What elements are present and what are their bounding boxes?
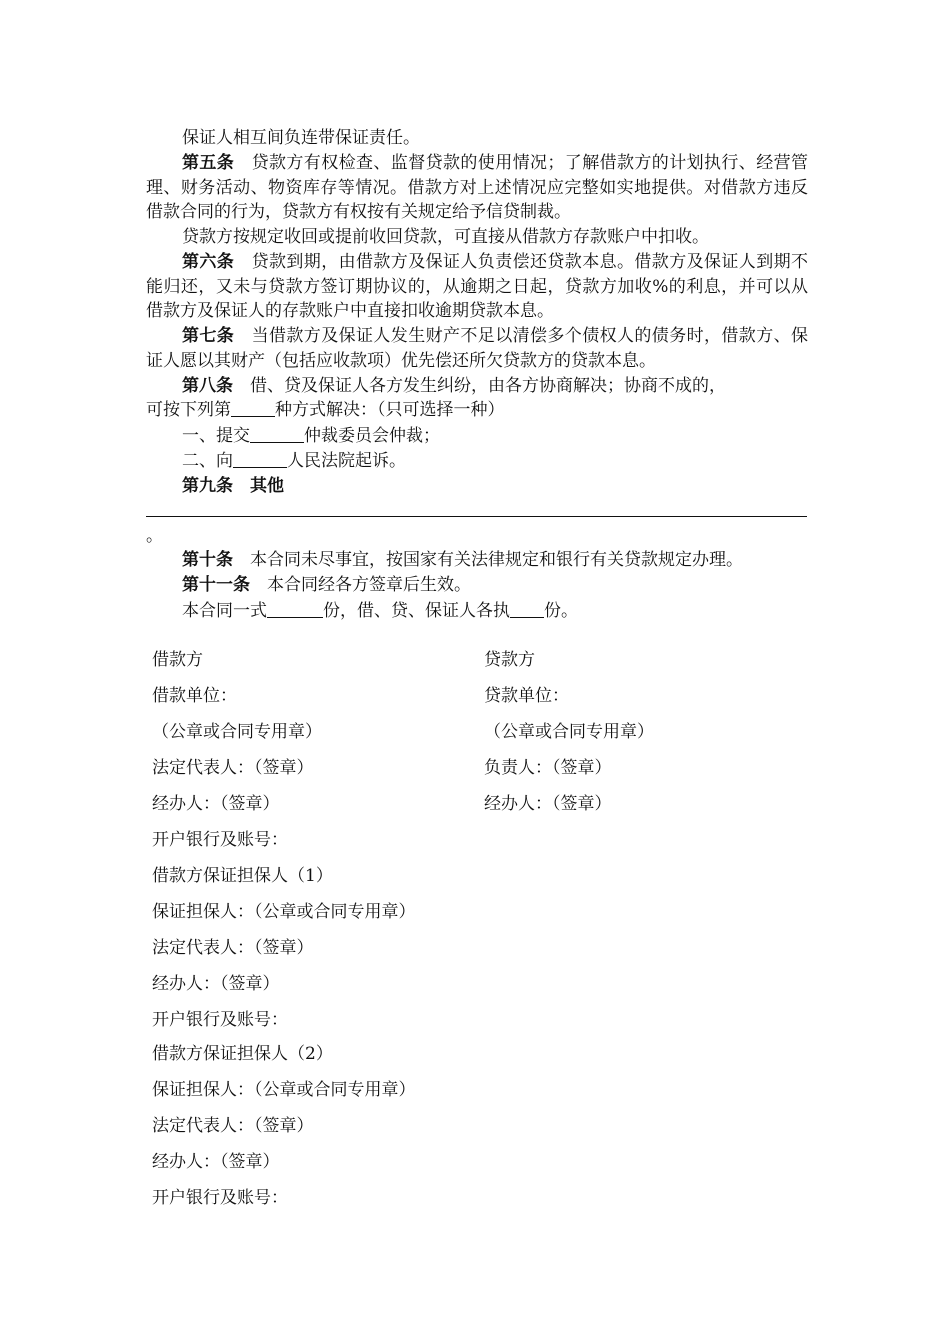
- lender-handler: 经办人：（签章）: [484, 794, 612, 814]
- borrower-bank-account: 开户银行及账号：: [152, 830, 288, 850]
- clause-guarantor-liability: 保证人相互间负连带保证责任。: [182, 128, 420, 148]
- article-8-line2: 可按下列第 种方式解决：（只可选择一种）: [146, 400, 505, 420]
- article-6: [146, 250, 808, 324]
- article-9-fill-line[interactable]: [146, 516, 807, 517]
- borrower-heading: 借款方: [152, 650, 203, 670]
- article-5: [146, 151, 808, 225]
- article-10-title: 第十条: [182, 550, 233, 570]
- guarantor-2-heading: 借款方保证担保人（2）: [152, 1044, 333, 1064]
- borrower-seal: （公章或合同专用章）: [152, 722, 322, 742]
- lender-manager: 负责人：（签章）: [484, 758, 612, 778]
- article-9-title: 第九条 其他: [182, 476, 284, 496]
- guarantor-1-heading: 借款方保证担保人（1）: [152, 866, 333, 886]
- article-8-title: 第八条: [182, 376, 233, 396]
- option-court: 二、向 人民法院起诉。: [182, 451, 406, 471]
- guarantor-2-legal-rep: 法定代表人：（签章）: [152, 1116, 314, 1136]
- court-blank[interactable]: [233, 450, 287, 468]
- guarantor-2-bank-account: 开户银行及账号：: [152, 1188, 288, 1208]
- guarantor-1-legal-rep: 法定代表人：（签章）: [152, 938, 314, 958]
- article-6-text: 贷款到期，由借款方及保证人负责偿还贷款本息。借款方及保证人到期不能归还，又未与贷款方签订期协议的，从逾期之日起，贷款方加收%的利息，并可以从借款方及保证人的存款账户中直接扣收逾期贷款本息。: [146, 252, 809, 321]
- guarantor-1-bank-account: 开户银行及账号：: [152, 1010, 288, 1030]
- article-5-title: 第五条: [182, 153, 235, 173]
- option-arbitration: 一、提交 仲裁委员会仲裁；: [182, 426, 440, 446]
- article-11-title: 第十一条: [182, 575, 250, 595]
- guarantor-2-seal: 保证担保人：（公章或合同专用章）: [152, 1080, 416, 1100]
- guarantor-1-handler: 经办人：（签章）: [152, 974, 280, 994]
- method-blank[interactable]: [231, 399, 275, 417]
- article-6-title: 第六条: [182, 252, 235, 272]
- arbitration-blank[interactable]: [250, 425, 304, 443]
- article-7-title: 第七条: [182, 326, 235, 346]
- article-8: 第八条 借、贷及保证人各方发生纠纷，由各方协商解决；协商不成的，: [182, 376, 726, 396]
- copies-each-blank[interactable]: [510, 600, 544, 618]
- guarantor-2-handler: 经办人：（签章）: [152, 1152, 280, 1172]
- borrower-legal-rep: 法定代表人：（签章）: [152, 758, 314, 778]
- lender-seal: （公章或合同专用章）: [484, 722, 654, 742]
- guarantor-1-seal: 保证担保人：（公章或合同专用章）: [152, 902, 416, 922]
- copies-total-blank[interactable]: [267, 600, 323, 618]
- article-9-period: 。: [146, 526, 163, 546]
- article-11: 第十一条 本合同经各方签章后生效。: [182, 575, 471, 595]
- article-10: 第十条 本合同未尽事宜，按国家有关法律规定和银行有关贷款规定办理。: [182, 550, 743, 570]
- article-7-text: 当借款方及保证人发生财产不足以清偿多个债权人的债务时，借款方、保证人愿以其财产（包括应收款项）优先偿还所欠贷款方的贷款本息。: [146, 326, 809, 371]
- borrower-handler: 经办人：（签章）: [152, 794, 280, 814]
- lender-heading: 贷款方: [484, 650, 535, 670]
- article-5-text: 贷款方有权检查、监督贷款的使用情况；了解借款方的计划执行、经营管理、财务活动、物资库存等情况。借款方对上述情况应完整如实地提供。对借款方违反借款合同的行为，贷款方有权按有关规定给予信贷制裁。: [146, 153, 809, 222]
- article-5-deduction: 贷款方按规定收回或提前收回贷款，可直接从借款方存款账户中扣收。: [182, 227, 709, 247]
- lender-unit: 贷款单位：: [484, 686, 569, 706]
- article-7: [146, 324, 808, 373]
- copies-clause: 本合同一式 份，借、贷、保证人各执 份。: [182, 601, 578, 621]
- borrower-unit: 借款单位：: [152, 686, 237, 706]
